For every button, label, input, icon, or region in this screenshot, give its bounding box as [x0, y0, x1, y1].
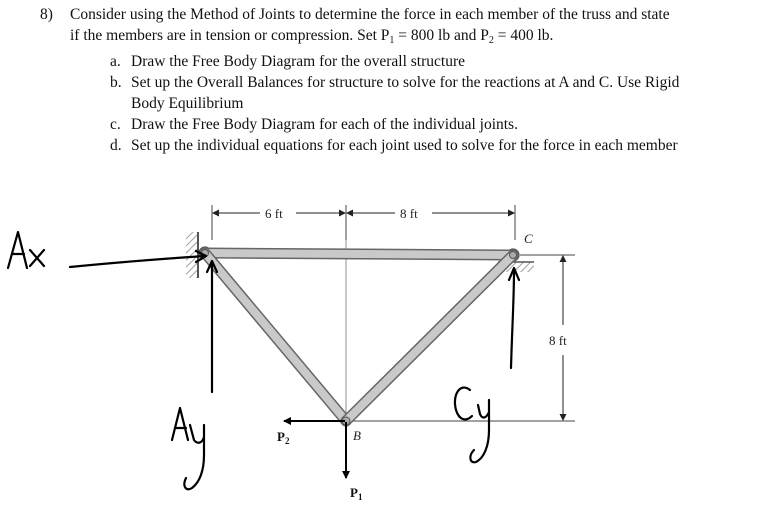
part-text-continued: Body Equilibrium	[131, 95, 244, 112]
joint-b-label: B	[353, 428, 361, 443]
load-p1-label: $P_1$	[350, 485, 363, 502]
joint-c-label: C	[524, 231, 533, 246]
p1-subscript: 1	[389, 35, 395, 46]
dim-label-height: 8 ft	[549, 333, 567, 348]
part-letter: c.	[110, 116, 121, 133]
part-text: Set up the Overall Balances for structure to solve for the reactions at A and C. Use Rigid	[131, 74, 680, 91]
ax-arrow	[70, 256, 205, 267]
dimension-lines	[212, 205, 575, 421]
truss-members	[202, 250, 517, 426]
problem-text-2: if the members are in tension or compression. Set P	[70, 27, 390, 44]
handwritten-annotations	[8, 232, 519, 489]
part-letter: b.	[110, 74, 122, 91]
problem-number: 8)	[40, 6, 53, 23]
problem-text-1: Consider using the Method of Joints to determine the force in each member of the truss and state	[70, 6, 670, 23]
part-text: Draw the Free Body Diagram for each of the individual joints.	[131, 116, 518, 133]
part-letter: d.	[110, 137, 122, 154]
dim-label-left: 6 ft	[265, 206, 283, 221]
load-p2-label: $P_2$	[277, 429, 290, 446]
p2-subscript: 2	[488, 35, 494, 46]
p2-value-text: = 400 lb.	[493, 27, 554, 44]
part-text: Set up the individual equations for each joint used to solve for the force in each member	[131, 137, 678, 154]
part-text: Draw the Free Body Diagram for the overall structure	[131, 53, 465, 70]
p1-value-text: = 800 lb and P	[394, 27, 489, 44]
part-letter: a.	[110, 53, 121, 70]
dim-label-right: 8 ft	[400, 206, 418, 221]
cy-arrow	[511, 270, 514, 368]
